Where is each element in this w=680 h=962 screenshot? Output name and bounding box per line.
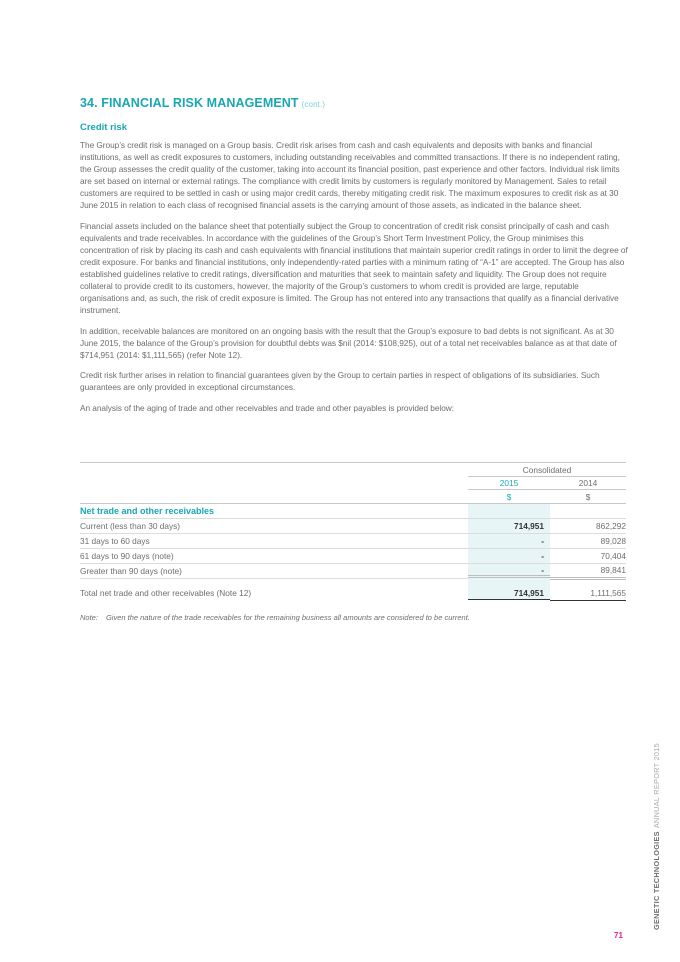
table-section-title: Net trade and other receivables — [80, 506, 215, 516]
row-label: Current (less than 30 days) — [80, 521, 181, 531]
total-label: Total net trade and other receivables (Note 12) — [80, 588, 252, 598]
table-group-header-row — [80, 463, 626, 477]
row-label: Greater than 90 days (note) — [80, 564, 468, 579]
value-2014: 89,841 — [550, 563, 626, 580]
paragraph: The Group’s credit risk is managed on a Group basis. Credit risk arises from cash and cash equivalents and deposits with banks and financial institutions, as well as credit exposures to customers, including outstanding receivables and committed transactions. If there is no independent rating, the Group assesses the credit quality of the customer, taking into account its financial position, past experience and other factors. Individual risk limits are set based on internal or external ratings. The compliance with credit limits by customers is regularly monitored by Management. Sales to retail customers are required to be settled in cash or using major credit cards, thereby mitigating credit risk. The maximum exposures to credit risk as at 30 June 2015 in relation to each class of recognised financial assets is the carrying amount of those assets, as indicated in the balance sheet. — [80, 140, 620, 211]
table-year-header-row — [80, 477, 626, 490]
value-2015: - — [468, 534, 550, 548]
table-row — [80, 549, 626, 564]
section-cont-label: (cont.) — [301, 100, 326, 109]
paragraph: Credit risk further arises in relation to financial guarantees given by the Group to certain parties in respect of obligations of its subsidiaries. Such guarantees are only provided in exceptional circumstances. — [80, 370, 600, 393]
row-label: 31 days to 60 days — [80, 536, 150, 546]
total-2014: 1,111,565 — [550, 586, 626, 601]
table-row — [80, 564, 626, 578]
row-label: 61 days to 90 days (note) — [80, 551, 174, 561]
year-2015-header: 2015 — [468, 477, 550, 490]
value-2014: 70,404 — [600, 551, 626, 561]
table-row — [80, 519, 626, 534]
page-content — [80, 95, 628, 422]
table-row — [80, 534, 626, 549]
paragraph: Financial assets included on the balance sheet that potentially subject the Group to concentration of credit risk consist principally of cash and cash equivalents and trade receivables. In accordance with the guidelines of the Group’s Short Term Investment Policy, the Group minimises this concentration of risk by placing its cash and cash equivalents with financial institutions that maintain superior credit ratings in order to limit the degree of credit exposure. For banks and financial institutions, only independently-rated parties with a minimum rating of “A-1” are accepted. The Group has also established guidelines relative to credit ratings, diversification and maturities that seek to maintain safety and liquidity. The Group does not require collateral to provide credit to its customers, however, the majority of the Group’s customers to whom credit is provided are large, reputable organisations and, as such, the risk of credit exposure is limited. The Group has not entered into any transactions that qualify as a financial derivative instrument. — [80, 220, 628, 316]
receivables-aging-table — [80, 462, 626, 600]
table-total-row — [80, 586, 626, 600]
value-2015: - — [468, 564, 550, 578]
total-2015: 714,951 — [468, 586, 550, 600]
report-title: ANNUAL REPORT 2015 — [652, 742, 661, 829]
company-name: GENETIC TECHNOLOGIES — [652, 831, 661, 930]
currency-2014: $ — [585, 491, 591, 502]
section-heading — [80, 95, 628, 113]
currency-2015: $ — [506, 491, 512, 502]
paragraph: In addition, receivable balances are monitored on an ongoing basis with the result that the Group’s exposure to bad debts is not significant. As at 30 June 2015, the balance of the Group’s provision for doubtful debts was $nil (2014: $108,925), out of a total net receivables balance as at that date of $714,951 (2014: $1,111,565) (refer Note 12). — [80, 325, 617, 360]
value-2015: 714,951 — [468, 519, 550, 533]
page-number: 71 — [614, 931, 623, 940]
value-2014: 89,028 — [600, 536, 626, 546]
table-footnote — [80, 613, 470, 622]
table-currency-row — [80, 490, 626, 504]
value-2015: - — [468, 549, 550, 563]
subheading-credit-risk: Credit risk — [80, 122, 127, 133]
table-section-row — [80, 504, 626, 519]
consolidated-header: Consolidated — [468, 463, 626, 477]
side-running-footer — [652, 743, 661, 930]
section-title: 34. FINANCIAL RISK MANAGEMENT — [80, 96, 299, 110]
value-2014: 862,292 — [596, 521, 626, 531]
footnote-text: Given the nature of the trade receivables for the remaining business all amounts are considered to be current. — [105, 613, 470, 622]
paragraph: An analysis of the aging of trade and other receivables and trade and other payables is provided below: — [80, 402, 454, 413]
year-2014-header: 2014 — [550, 477, 626, 490]
footnote-label: Note: — [80, 613, 98, 622]
